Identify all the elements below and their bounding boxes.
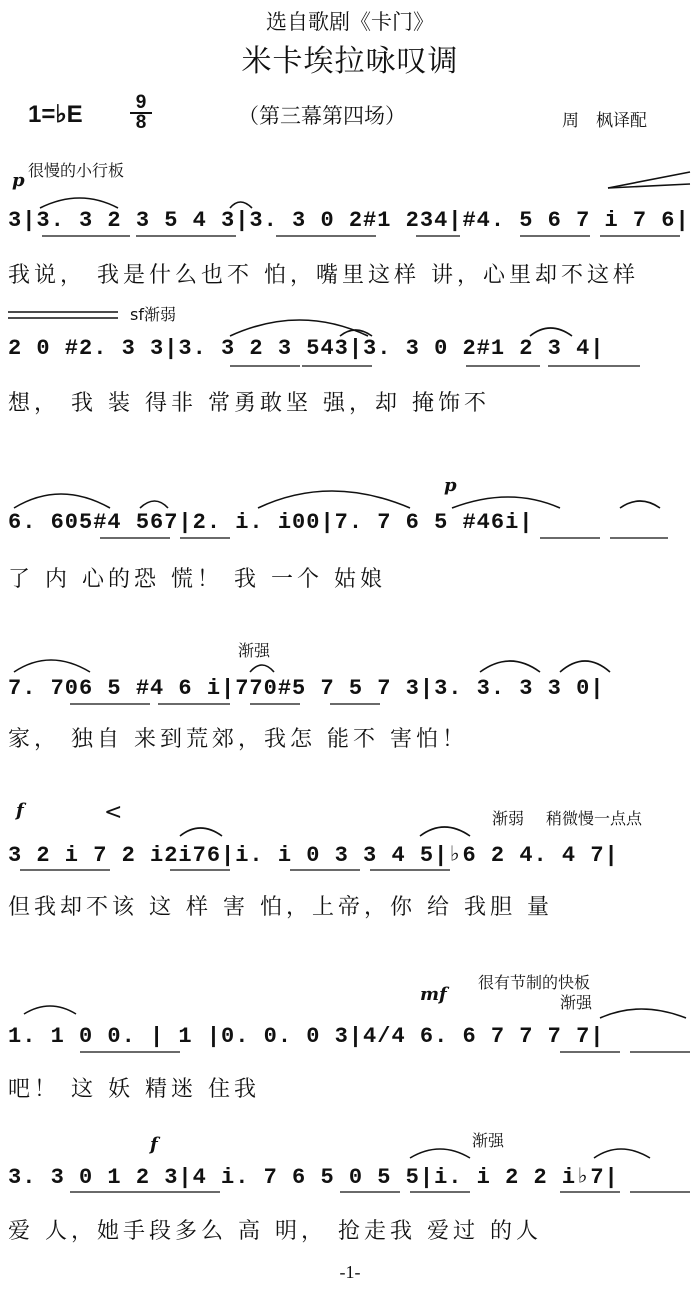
arranger-credit: 周 枫译配	[562, 111, 647, 131]
slur	[420, 827, 470, 836]
dynamic-mark: f	[16, 800, 24, 821]
lyrics-line: 爱 人，她手段多么 高 明， 抢走我 爱过 的人	[8, 1219, 542, 1244]
lyrics-line: 吧！ 这 妖 精迷 住我	[8, 1077, 260, 1102]
notes-line: 1. 1 0 0. | 1 |0. 0. 0 3|4/4 6. 6 7 7 7 7|	[8, 1024, 605, 1049]
notes-line: 3. 3 0 1 2 3|4 i. 7 6 5 0 5 5|i. i 2 2 i♭7|	[8, 1165, 619, 1190]
song-title: 米卡埃拉咏叹调	[241, 44, 459, 79]
notes-line: 7. 706 5 #4 6 i|770#5 7 5 7 3|3. 3. 3 3 0|	[8, 676, 605, 701]
lyrics-line: 但我却不该 这 样 害 怕，上帝，你 给 我胆 量	[8, 895, 553, 920]
lyrics-line: 了 内 心的恐 慌！ 我 一个 姑娘	[8, 567, 386, 592]
slur	[480, 661, 540, 672]
expression-mark: 渐强	[472, 1131, 505, 1150]
slur	[410, 1149, 470, 1158]
expression-mark: sf渐弱	[130, 305, 176, 324]
slur	[40, 198, 118, 208]
expression-mark: 渐弱	[492, 809, 525, 828]
expression-mark: 渐强	[238, 641, 271, 660]
notes-line: 6. 605#4 567|2. i. i00|7. 7 6 5 #46i|	[8, 510, 534, 535]
notes-line: 3 2 i 7 2 i2i76|i. i 0 3 3 4 5|♭6 2 4. 4 7|	[8, 843, 619, 868]
slur	[24, 1006, 76, 1014]
slur	[560, 661, 610, 672]
expression-mark: 渐强	[560, 993, 593, 1012]
slur	[140, 501, 168, 508]
slur	[452, 497, 560, 508]
slur	[600, 1009, 686, 1018]
decrescendo-hairpin	[8, 312, 118, 318]
crescendo-hairpin	[608, 184, 690, 188]
lyrics-line: 我说， 我是什么也不 怕，嘴里这样 讲，心里却不这样	[8, 263, 639, 288]
opera-source: 选自歌剧《卡门》	[266, 10, 434, 34]
crescendo-hairpin	[608, 172, 690, 188]
dynamic-mark: p	[12, 170, 25, 191]
slur	[620, 501, 660, 508]
crescendo-mark: <	[104, 800, 123, 825]
key-signature: 1=♭E	[28, 101, 83, 128]
slur	[250, 665, 274, 672]
tempo-mark: 很慢的小行板	[28, 161, 125, 180]
lyrics-line: 家， 独自 来到荒郊，我怎 能不 害怕！	[8, 727, 468, 752]
notes-line: 2 0 #2. 3 3|3. 3 2 3 543|3. 3 0 2#1 2 3 4|	[8, 336, 605, 361]
slur	[530, 328, 572, 336]
dynamic-mark: p	[444, 475, 457, 496]
tempo-mark: 很有节制的快板	[478, 973, 591, 992]
page-number: -1-	[339, 1262, 361, 1282]
slur	[14, 660, 90, 672]
time-numerator: 9	[130, 94, 152, 114]
notes-line: 3|3. 3 2 3 5 4 3|3. 3 0 2#1 234|#4. 5 6 7 i 7 6|	[8, 208, 690, 233]
dynamic-mark: mf	[420, 984, 447, 1005]
slur	[230, 320, 368, 336]
time-signature	[130, 94, 152, 132]
dynamic-mark: f	[150, 1134, 158, 1155]
time-denominator: 8	[135, 112, 147, 133]
tempo-mark: 稍微慢一点点	[546, 809, 643, 828]
lyrics-line: 想， 我 装 得非 常勇敢坚 强，却 掩饰不	[8, 391, 490, 416]
slur	[180, 828, 222, 836]
slur	[594, 1149, 650, 1158]
scene-label: （第三幕第四场）	[238, 104, 406, 128]
slur	[14, 494, 110, 508]
slur	[258, 491, 410, 508]
